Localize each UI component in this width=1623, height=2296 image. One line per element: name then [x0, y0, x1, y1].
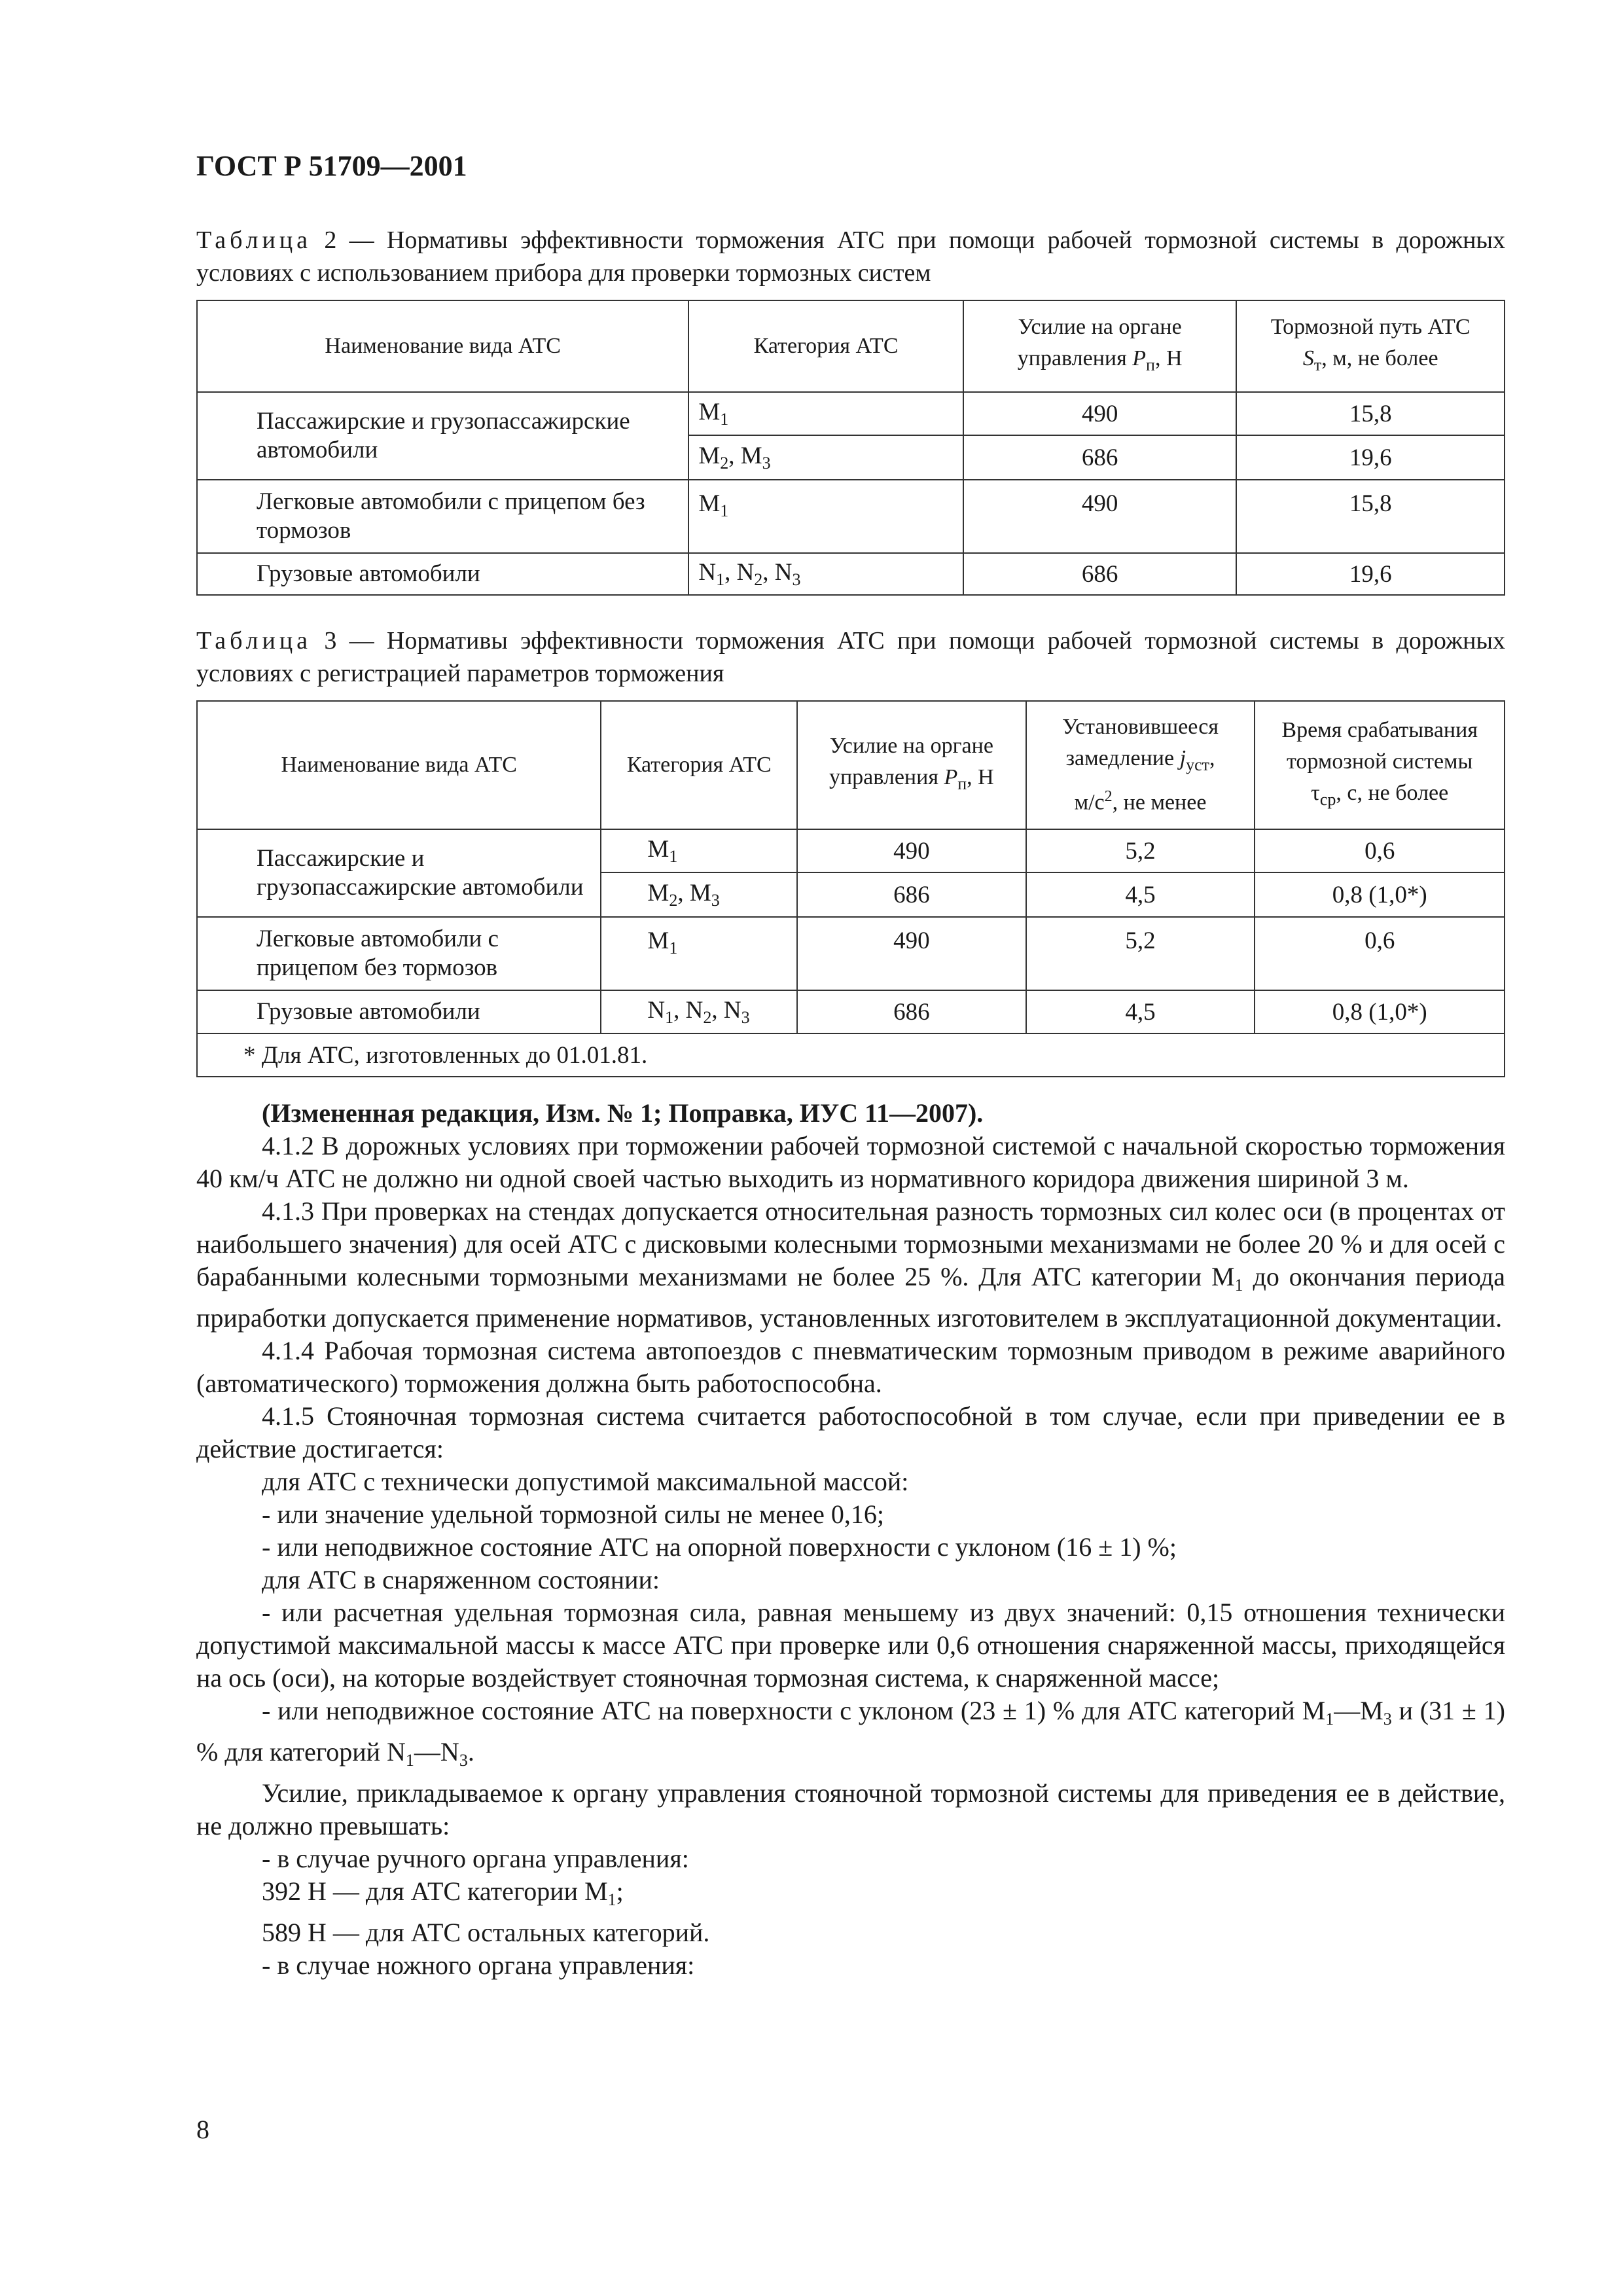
col-header-deceleration: Установившееся замедление $j_{уст}$, $м/с^2$, не менее [1026, 701, 1255, 829]
table-row: Пассажирские и грузопассажирские автомобили $M_1$ 490 5,2 0,6 [197, 829, 1505, 872]
table-footnote-row: * Для АТС, изготовленных до 01.01.81. [197, 1033, 1505, 1077]
table-row: $M_2$, $M_3$ 686 19,6 [197, 435, 1505, 480]
list-item: - или неподвижное состояние АТС на опорной поверхности с уклоном (16 ± 1) %; [262, 1532, 1177, 1562]
list-item: 392 Н — для АТС категории $М_1$; [262, 1876, 624, 1909]
table3-caption: Таблица 3 — Нормативы эффективности торможения АТС при помощи рабочей тормозной системы в дорожных условиях с регистрацией параметров торможения [196, 627, 1505, 687]
list-item: - или расчетная удельная тормозная сила, равная меньшему из двух значений: 0,15 отношения технически допустимой максимальной массы к массе АТС при проверке или 0,6 отношения снаряженной массы, приходящейся на ось (оси), на которые воздействует стояночная тормозная система, к снаряженной массе; [196, 1598, 1505, 1693]
col-header-force: Усилие на органе управления $P_п$, Н [963, 300, 1237, 392]
list-item: для АТС с технически допустимой максимальной массой: [262, 1467, 909, 1496]
table-row: $M_2$, $M_3$ 686 4,5 0,8 (1,0*) [197, 872, 1505, 917]
list-item: - или значение удельной тормозной силы не менее 0,16; [262, 1499, 885, 1529]
clause-4-1-2: 4.1.2 В дорожных условиях при торможении рабочей тормозной системой с начальной скоростью торможения 40 км/ч АТС не должно ни одной своей частью выходить из нормативного коридора движения шириной 3 м. [196, 1131, 1505, 1193]
list-item: - или неподвижное состояние АТС на поверхности с уклоном (23 ± 1) % для АТС категорий $М_1—M_3$ и (31 ± 1) % для категорий $N_1—N_3$. [196, 1696, 1506, 1770]
table-row: Легковые автомобили с прицепом без тормозов $M_1$ 490 5,2 0,6 [197, 917, 1505, 990]
list-item: 589 Н — для АТС остальных категорий. [262, 1918, 710, 1947]
list-item: - в случае ножного органа управления: [262, 1950, 695, 1980]
table2 [196, 300, 1505, 596]
table2-caption: Таблица 2 — Нормативы эффективности торможения АТС при помощи рабочей тормозной системы в дорожных условиях с использованием прибора для проверки тормозных систем [196, 226, 1505, 287]
document-header: ГОСТ Р 51709—2001 [196, 150, 467, 182]
page-number: 8 [196, 2115, 209, 2144]
list-item: - в случае ручного органа управления: [262, 1844, 689, 1873]
table3 [196, 700, 1505, 1077]
table-header-row [197, 300, 1505, 392]
col-header-force: Усилие на органе управления $P_п$, Н [797, 701, 1026, 829]
clause-4-1-4: 4.1.4 Рабочая тормозная система автопоездов с пневматическим тормозным приводом в режиме аварийного (автоматического) торможения должна быть работоспособна. [196, 1336, 1505, 1398]
col-header-category: Категория АТС [688, 300, 963, 392]
list-item: Усилие, прикладываемое к органу управления стояночной тормозной системы для приведения ее в действие, не должно превышать: [196, 1778, 1505, 1840]
col-header-category: Категория АТС [601, 701, 797, 829]
document-page [196, 131, 1505, 1982]
clause-4-1-3: 4.1.3 При проверках на стендах допускается относительная разность тормозных сил колес оси (в процентах от наибольшего значения) для осей АТС с дисковыми колесными тормозными механизмами не более 20 % и для осей с барабанными колесными тормозными механизмами не более 25 %. Для АТС категории $М_1$ до окончания периода приработки допускается применение нормативов, установленных изготовителем в эксплуатационной документации. [196, 1196, 1505, 1333]
col-header-distance: Тормозной путь АТС $S_т$, м, не более [1236, 300, 1505, 392]
list-item: для АТС в снаряженном состоянии: [262, 1565, 660, 1594]
table-row: Пассажирские и грузопассажирские автомобили $M_1$ 490 15,8 [197, 392, 1505, 435]
col-header-name: Наименование вида АТС [197, 300, 688, 392]
table-header-row [197, 701, 1505, 829]
table-row: Легковые автомобили с прицепом без тормозов $M_1$ 490 15,8 [197, 480, 1505, 553]
clause-4-1-5: 4.1.5 Стояночная тормозная система считается работоспособной в том случае, если при приведении ее в действие достигается: [196, 1401, 1505, 1463]
amendment-note: (Измененная редакция, Изм. № 1; Поправка, ИУС 11—2007). [262, 1098, 984, 1128]
table-row: Грузовые автомобили $N_1$, $N_2$, $N_3$ 686 4,5 0,8 (1,0*) [197, 990, 1505, 1033]
table-row: Грузовые автомобили $N_1$, $N_2$, $N_3$ 686 19,6 [197, 553, 1505, 595]
col-header-name: Наименование вида АТС [197, 701, 601, 829]
col-header-time: Время срабатывания тормозной системы $\tau_{ср}$, с, не более [1255, 701, 1505, 829]
